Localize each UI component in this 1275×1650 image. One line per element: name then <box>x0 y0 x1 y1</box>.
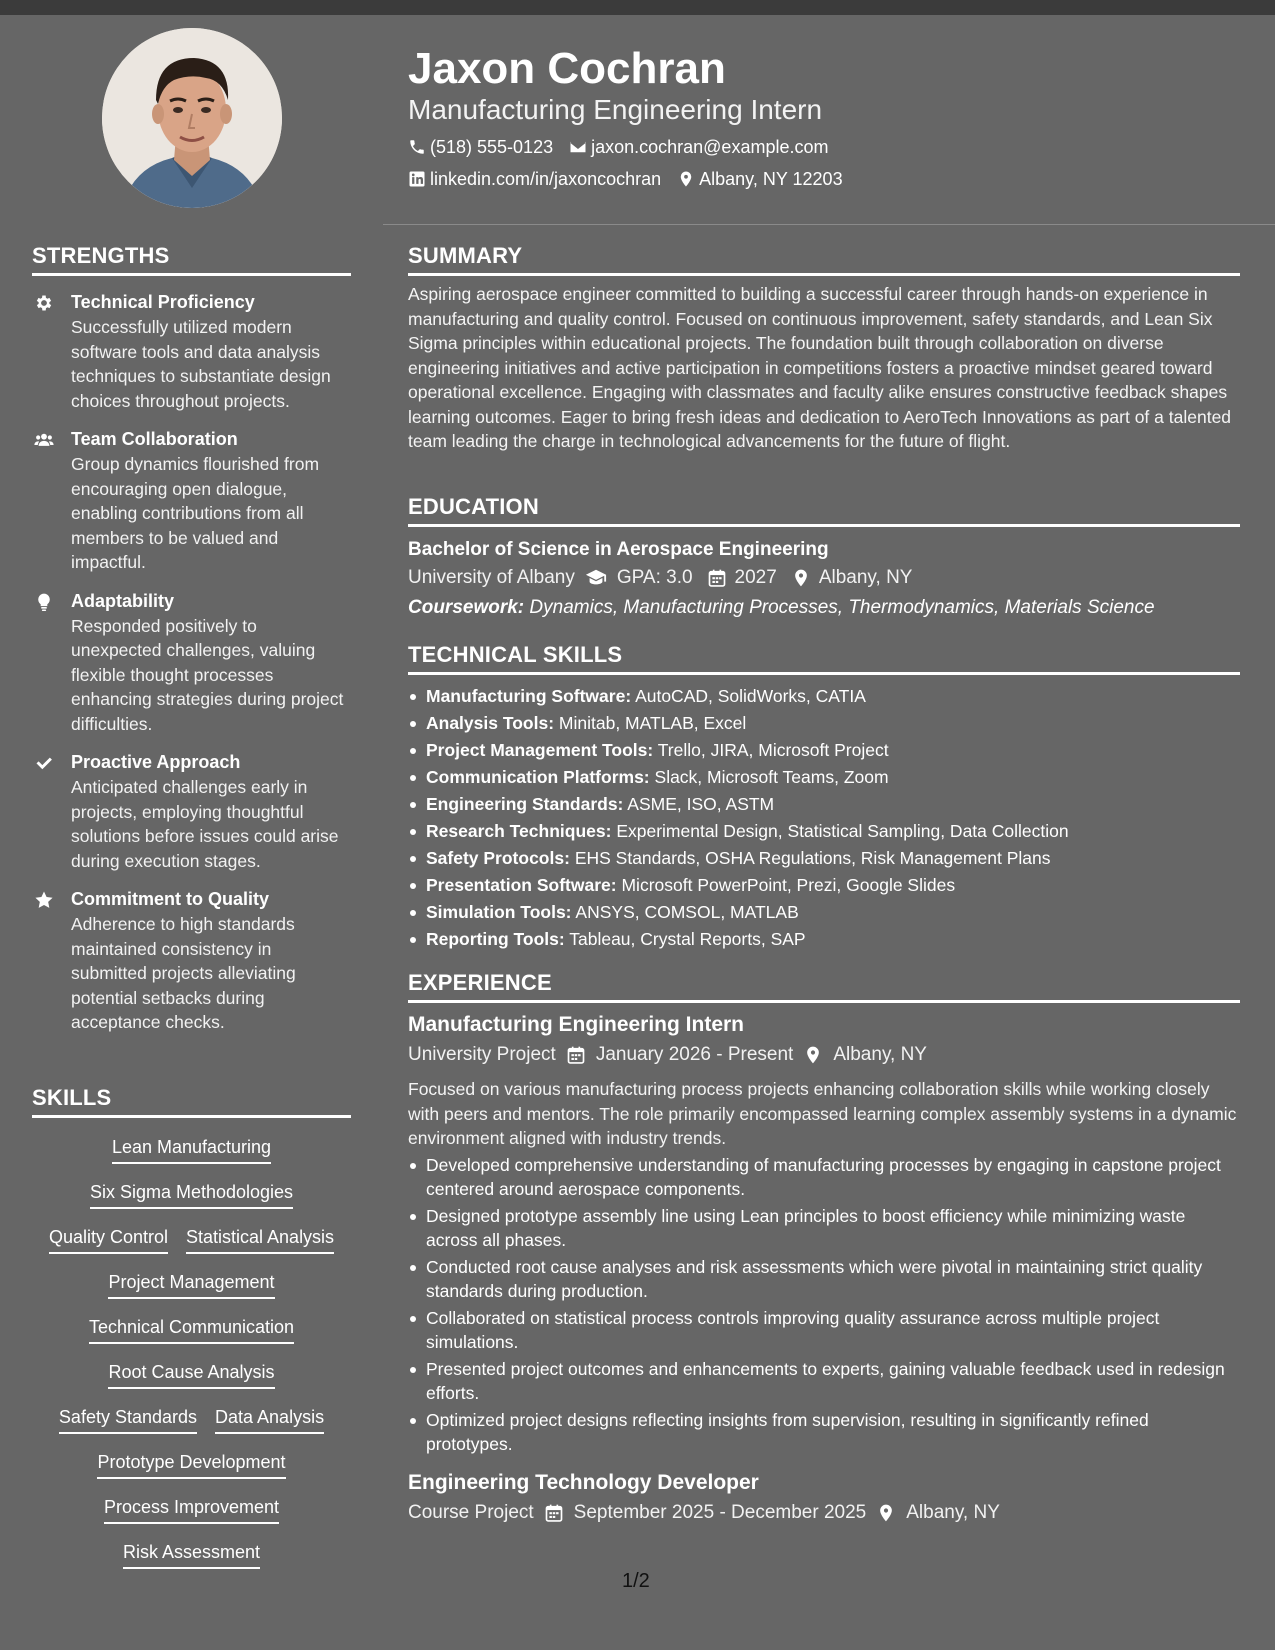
school-location: Albany, NY <box>818 567 913 588</box>
job-organization: University Project <box>408 1044 556 1065</box>
email-contact[interactable] <box>569 135 828 159</box>
calendar-icon <box>707 568 727 588</box>
strength-description: Adherence to high standards maintained consistency in submitted projects alleviating potential setbacks during acceptance checks. <box>71 914 296 1032</box>
education-meta <box>408 563 1240 593</box>
location-text: Albany, NY 12203 <box>699 169 843 189</box>
job-meta <box>408 1497 1240 1529</box>
skill-tag: Root Cause Analysis <box>108 1355 274 1389</box>
gear-icon <box>34 293 54 313</box>
list-item: Conducted root cause analyses and risk assessments which were pivotal in maintaining strict quality standards during production. <box>408 1255 1240 1304</box>
lightbulb-icon <box>34 592 54 612</box>
list-item: Collaborated on statistical process controls improving quality assurance across multiple project simulations. <box>408 1306 1240 1355</box>
header-divider <box>383 224 1275 225</box>
strength-item <box>32 290 351 413</box>
job-meta <box>408 1039 1240 1071</box>
skill-tag: Statistical Analysis <box>186 1220 334 1254</box>
technical-skills-section <box>408 642 1240 953</box>
strength-description: Group dynamics flourished from encouraging open dialogue, enabling contributions from all members to be valued and impactful. <box>71 454 320 572</box>
users-icon <box>34 430 54 450</box>
job-dates: September 2025 - December 2025 <box>573 1501 867 1523</box>
top-bar <box>0 0 1275 15</box>
skill-values: Minitab, MATLAB, Excel <box>558 713 747 733</box>
list-item <box>408 872 1240 899</box>
job-summary: Focused on various manufacturing process projects enhancing collaboration skills while working closely with peers and mentors. The role primarily encompassed learning complex assembly systems in a dynamic environment aligned with industry trends. <box>408 1079 1237 1148</box>
skill-category: Safety Protocols: <box>426 848 570 868</box>
strength-title: Proactive Approach <box>71 752 241 772</box>
job-title: Manufacturing Engineering Intern <box>408 1013 745 1036</box>
experience-heading: EXPERIENCE <box>408 970 1240 1003</box>
list-item <box>408 764 1240 791</box>
skill-category: Presentation Software: <box>426 875 617 895</box>
left-column <box>0 15 382 1650</box>
school-name: University of Albany <box>408 567 575 588</box>
skill-tag: Project Management <box>108 1265 274 1299</box>
skill-tag: Lean Manufacturing <box>112 1130 271 1164</box>
envelope-icon <box>569 138 587 156</box>
list-item: Optimized project designs reflecting insights from supervision, resulting in significantly refined prototypes. <box>408 1408 1240 1457</box>
phone-number: (518) 555-0123 <box>430 137 554 157</box>
strength-description: Responded positively to unexpected challenges, valuing flexible thought processes enhancing strategies during project difficulties. <box>71 615 344 734</box>
profile-photo <box>102 28 282 208</box>
strength-title: Technical Proficiency <box>71 292 255 312</box>
contact-row <box>408 167 843 191</box>
skill-values: Tableau, Crystal Reports, SAP <box>569 929 806 949</box>
job-location: Albany, NY <box>906 1501 1000 1523</box>
strengths-heading: STRENGTHS <box>32 243 351 276</box>
linkedin-contact[interactable] <box>408 167 661 191</box>
list-item <box>408 710 1240 737</box>
skill-category: Communication Platforms: <box>426 767 650 787</box>
candidate-name: Jaxon Cochran <box>408 44 726 93</box>
skill-values: ANSYS, COMSOL, MATLAB <box>575 902 799 922</box>
phone-icon <box>408 138 426 156</box>
job-dates: January 2026 - Present <box>595 1044 794 1065</box>
strength-title: Commitment to Quality <box>71 889 270 909</box>
education-heading: EDUCATION <box>408 494 1240 527</box>
skill-category: Research Techniques: <box>426 821 612 841</box>
skill-tag: Quality Control <box>49 1220 168 1254</box>
coursework-label: Coursework: <box>408 597 525 618</box>
skill-tag: Safety Standards <box>59 1400 197 1434</box>
strengths-section <box>32 243 351 1035</box>
list-item: Designed prototype assembly line using Lean principles to boost efficiency while minimizing waste across all phases. <box>408 1204 1240 1253</box>
email-address[interactable]: jaxon.cochran@example.com <box>591 137 829 157</box>
skill-tag: Six Sigma Methodologies <box>90 1175 293 1209</box>
skill-values: ASME, ISO, ASTM <box>627 794 775 814</box>
skill-tag: Prototype Development <box>97 1445 285 1479</box>
skill-values: Slack, Microsoft Teams, Zoom <box>654 767 889 787</box>
coursework-list: Dynamics, Manufacturing Processes, Thermodynamics, Materials Science <box>529 597 1155 618</box>
list-item: Presented project outcomes and enhancements to experts, gaining valuable feedback used in redesign efforts. <box>408 1357 1240 1406</box>
list-item <box>408 845 1240 872</box>
job-title: Engineering Technology Developer <box>408 1470 759 1494</box>
summary-text: Aspiring aerospace engineer committed to building a successful career through hands-on experience in manufacturing and quality control. Focused on continuous improvement, safety standards, and Lean Six Sigma principles within educational projects. The foundation built through collaboration on diverse engineering initiatives and active participation in competitions fosters a proactive mindset geared toward operational excellence. Engaging with classmates and faculty alike ensures constructive feedback shapes learning outcomes. Eager to bring fresh ideas and dedication to AeroTech Innovations as part of a talented team leading the charge in technological advancements for the future of flight. <box>408 284 1232 451</box>
graduation-cap-icon <box>583 567 609 589</box>
skill-category: Analysis Tools: <box>426 713 555 733</box>
summary-section <box>408 243 1240 454</box>
skill-values: Microsoft PowerPoint, Prezi, Google Slides <box>621 875 956 895</box>
gpa: GPA: 3.0 <box>616 567 693 588</box>
skill-values: AutoCAD, SolidWorks, CATIA <box>635 686 866 706</box>
list-item: Developed comprehensive understanding of manufacturing processes by engaging in capstone project centered around aerospace components. <box>408 1153 1240 1202</box>
job-entry <box>408 1011 1240 1457</box>
skills-heading: SKILLS <box>32 1085 351 1118</box>
coursework <box>408 593 1240 623</box>
education-section <box>408 494 1240 623</box>
list-item <box>408 926 1240 953</box>
job-organization: Course Project <box>408 1501 534 1523</box>
linkedin-url[interactable]: linkedin.com/in/jaxoncochran <box>430 169 662 189</box>
strength-item <box>32 887 351 1035</box>
strength-description: Successfully utilized modern software tools and data analysis techniques to substantiate design choices throughout projects. <box>71 317 331 411</box>
check-icon <box>34 753 54 773</box>
list-item <box>408 791 1240 818</box>
skill-category: Reporting Tools: <box>426 929 565 949</box>
strength-item <box>32 427 351 575</box>
skill-category: Project Management Tools: <box>426 740 654 760</box>
skill-values: Experimental Design, Statistical Sampling, Data Collection <box>616 821 1069 841</box>
skill-category: Simulation Tools: <box>426 902 572 922</box>
skills-section <box>32 1085 351 1580</box>
skill-values: Trello, JIRA, Microsoft Project <box>657 740 889 760</box>
strength-title: Adaptability <box>71 590 175 611</box>
strength-title: Team Collaboration <box>71 429 238 449</box>
list-item <box>408 818 1240 845</box>
contact-row <box>408 135 828 159</box>
job-entry <box>408 1469 1240 1529</box>
skill-category: Manufacturing Software: <box>426 686 632 706</box>
skill-tag: Technical Communication <box>89 1310 294 1344</box>
skill-values: EHS Standards, OSHA Regulations, Risk Management Plans <box>574 848 1051 868</box>
degree-title: Bachelor of Science in Aerospace Engineering <box>408 539 829 560</box>
technical-skills-list <box>408 683 1240 953</box>
job-bullets <box>408 1153 1240 1457</box>
skill-tag: Data Analysis <box>215 1400 324 1434</box>
skill-tag: Process Improvement <box>104 1490 279 1524</box>
job-location: Albany, NY <box>833 1044 927 1065</box>
skills-list <box>32 1130 351 1580</box>
map-pin-icon <box>803 1045 823 1065</box>
page-indicator: 1/2 <box>622 1570 650 1592</box>
map-pin-icon <box>677 170 695 188</box>
strength-description: Anticipated challenges early in projects, employing thoughtful solutions before issues could arise during execution stages. <box>71 777 339 871</box>
skill-tag: Risk Assessment <box>123 1535 260 1569</box>
experience-section <box>408 970 1240 1529</box>
list-item <box>408 683 1240 710</box>
graduation-year: 2027 <box>734 567 777 588</box>
map-pin-icon <box>876 1503 896 1523</box>
list-item <box>408 737 1240 764</box>
candidate-title: Manufacturing Engineering Intern <box>408 94 823 125</box>
list-item <box>408 899 1240 926</box>
calendar-icon <box>544 1503 564 1523</box>
location-contact <box>677 167 842 191</box>
star-icon <box>34 890 54 910</box>
phone-contact <box>408 135 553 159</box>
technical-skills-heading: TECHNICAL SKILLS <box>408 642 1240 675</box>
map-pin-icon <box>791 568 811 588</box>
linkedin-icon <box>408 170 426 188</box>
summary-heading: SUMMARY <box>408 243 1240 276</box>
strength-item <box>32 589 351 737</box>
strength-item <box>32 750 351 873</box>
skill-category: Engineering Standards: <box>426 794 624 814</box>
calendar-icon <box>566 1045 586 1065</box>
